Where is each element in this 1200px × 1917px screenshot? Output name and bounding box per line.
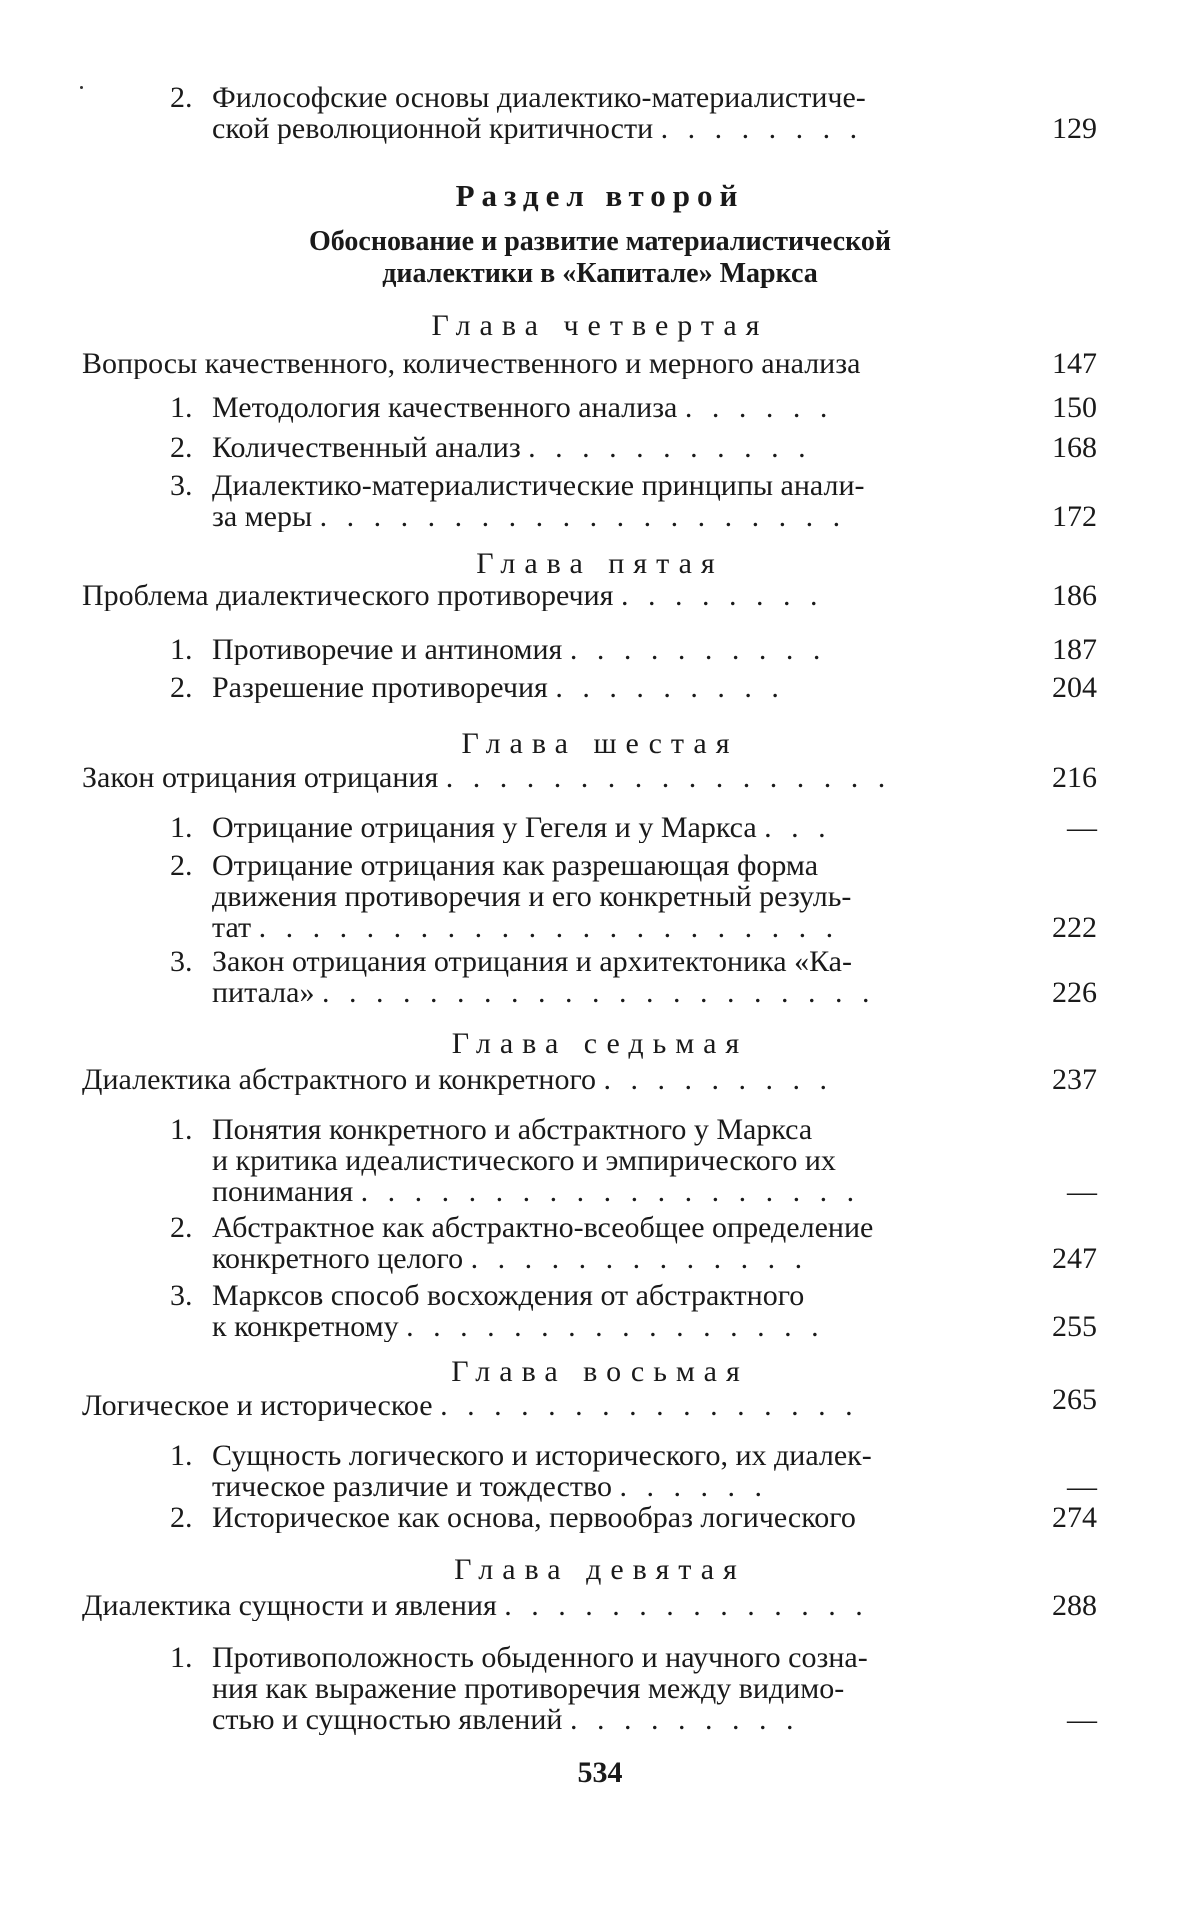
- entry-text: Разрешение противоречия: [212, 672, 548, 703]
- section-title-line: диалектики в «Капитале» Маркса: [382, 258, 818, 289]
- page-ref: 226: [1052, 976, 1097, 1009]
- chapter-title: Закон отрицания отрицания: [82, 762, 439, 793]
- page-ref: 216: [1052, 761, 1097, 794]
- leader-dots: . . . . . . . . . . . . . . . .: [440, 1390, 859, 1421]
- leader-dots: . . . . . . . . . . . . . .: [504, 1590, 869, 1621]
- chapter-title: Диалектика абстрактного и конкретного: [82, 1064, 597, 1095]
- entry-number: 3.: [170, 945, 193, 978]
- entry-number: 2.: [170, 671, 193, 704]
- leader-dots: . . . . . . . . . . . . . . . . .: [445, 762, 892, 793]
- chapter-title: Диалектика сущности и явления: [82, 1590, 497, 1621]
- page-ref: 172: [1052, 500, 1097, 533]
- page-ref: —: [1067, 1175, 1097, 1208]
- chapter-entry: [82, 580, 1097, 611]
- entry-number: 1.: [170, 1113, 193, 1146]
- entry-text-line: ния как выражение противоречия между видимо-: [212, 1672, 845, 1705]
- toc-entry: [170, 946, 1097, 1008]
- entry-text-line: Философские основы диалектико-материалистиче-: [212, 81, 866, 114]
- entry-number: 1.: [170, 1641, 193, 1674]
- entry-number: 2.: [170, 1501, 193, 1534]
- leader-dots: . . . . . . . . . . . . . . . . . . . . . .: [258, 912, 840, 943]
- page-ref: 274: [1052, 1501, 1097, 1534]
- page-ref: 265: [1052, 1383, 1097, 1416]
- page-ref: 187: [1052, 633, 1097, 666]
- leader-dots: . . . . . .: [684, 392, 834, 423]
- chapter-entry: [82, 762, 1097, 793]
- page-ref: 147: [1052, 347, 1097, 380]
- entry-text: конкретного целого: [212, 1243, 464, 1274]
- entry-number: 3.: [170, 1279, 193, 1312]
- page-ref: 204: [1052, 671, 1097, 704]
- entry-text-line: Понятия конкретного и абстрактного у Маркса: [212, 1113, 813, 1146]
- leader-dots: . . . . . . . . . . . . . . . .: [406, 1311, 825, 1342]
- entry-number: 1.: [170, 1439, 193, 1472]
- entry-text: Историческое как основа, первообраз логического: [212, 1502, 856, 1533]
- leader-dots: . . . . . . . . . . . . . . . . . . .: [360, 1176, 861, 1207]
- entry-number: 1.: [170, 391, 193, 424]
- chapter-entry: [82, 1590, 1097, 1621]
- section-label: Раздел второй: [455, 178, 745, 213]
- page-ref: 255: [1052, 1310, 1097, 1343]
- toc-entry: [170, 672, 1097, 703]
- page-ref: 222: [1052, 911, 1097, 944]
- entry-number: 2.: [170, 431, 193, 464]
- entry-text: Отрицание отрицания у Гегеля и у Маркса: [212, 812, 757, 843]
- chapter-title: Проблема диалектического противоречия: [82, 580, 614, 611]
- entry-text: тическое различие и тождество: [212, 1471, 612, 1502]
- page-ref: 247: [1052, 1242, 1097, 1275]
- toc-entry: [170, 470, 1097, 532]
- chapter-heading: Глава восьмая: [451, 1355, 749, 1388]
- entry-number: 2.: [170, 1211, 193, 1244]
- ink-speck: [80, 86, 83, 89]
- entry-number: 2.: [170, 849, 193, 882]
- section-title-line: Обоснование и развитие материалистической: [309, 226, 891, 257]
- entry-number: 1.: [170, 633, 193, 666]
- toc-entry: [170, 392, 1097, 423]
- page-ref: 150: [1052, 391, 1097, 424]
- toc-entry: [170, 812, 1097, 843]
- leader-dots: . . . . . . . .: [660, 113, 864, 144]
- entry-text-line: Диалектико-материалистические принципы анали-: [212, 469, 865, 502]
- entry-text-line: движения противоречия и его конкретный резуль-: [212, 880, 852, 913]
- leader-dots: . . . . . . . .: [620, 580, 824, 611]
- entry-text-line: Марксов способ восхождения от абстрактного: [212, 1279, 805, 1312]
- chapter-heading: Глава седьмая: [451, 1027, 749, 1060]
- entry-text: за меры: [212, 501, 313, 532]
- entry-text-line: Противоположность обыденного и научного созна-: [212, 1641, 868, 1674]
- leader-dots: . . . . . . . . . . .: [528, 432, 812, 463]
- page-ref: —: [1067, 1470, 1097, 1503]
- toc-entry: [170, 82, 1097, 144]
- entry-text: ской революционной критичности: [212, 113, 654, 144]
- leader-dots: . . . . . . . . .: [555, 672, 785, 703]
- leader-dots: . . . . . . . . . . . . .: [470, 1243, 809, 1274]
- leader-dots: . . . . . . . . .: [569, 1704, 800, 1735]
- leader-dots: . . .: [764, 812, 832, 843]
- page-number: 534: [577, 1756, 623, 1789]
- chapter-entry: [82, 1383, 1097, 1421]
- entry-text-line: Отрицание отрицания как разрешающая форма: [212, 849, 819, 882]
- page-ref: 288: [1052, 1589, 1097, 1622]
- entry-text: к конкретному: [212, 1311, 399, 1342]
- chapter-entry: [82, 1064, 1097, 1095]
- leader-dots: . . . . . .: [619, 1471, 768, 1502]
- page-ref: 168: [1052, 431, 1097, 464]
- entry-text: Количественный анализ: [212, 432, 521, 463]
- toc-entry: [170, 1502, 1097, 1533]
- entry-number: 1.: [170, 811, 193, 844]
- entry-text-line: Закон отрицания отрицания и архитектоника «Ка-: [212, 945, 852, 978]
- toc-entry: [170, 634, 1097, 665]
- entry-text-line: Сущность логического и исторического, их диалек-: [212, 1439, 872, 1472]
- leader-dots: . . . . . . . . . . . . . . . . . . . .: [319, 501, 847, 532]
- chapter-heading: Глава четвертая: [431, 309, 769, 342]
- entry-number: 2.: [170, 81, 193, 114]
- toc-entry: [170, 1280, 1097, 1342]
- leader-dots: . . . . . . . . .: [603, 1064, 834, 1095]
- page-ref: —: [1067, 1703, 1097, 1736]
- toc-entry: [170, 1642, 1097, 1735]
- chapter-heading: Глава девятая: [454, 1553, 746, 1586]
- leader-dots: . . . . . . . . . .: [569, 634, 827, 665]
- chapter-heading: Глава шестая: [461, 727, 739, 760]
- chapter-title: Логическое и историческое: [82, 1390, 433, 1421]
- chapter-title: Вопросы качественного, количественного и мерного анализа: [82, 348, 861, 379]
- entry-text-line: Абстрактное как абстрактно-всеобщее определение: [212, 1211, 874, 1244]
- chapter-heading: Глава пятая: [476, 547, 724, 580]
- chapter-entry: [82, 348, 1097, 379]
- toc-entry: [170, 1440, 1097, 1502]
- page-ref: 237: [1052, 1063, 1097, 1096]
- page-ref: 129: [1052, 112, 1097, 145]
- page-ref: 186: [1052, 579, 1097, 612]
- leader-dots: . . . . . . . . . . . . . . . . . . . . .: [321, 977, 876, 1008]
- entry-text: Противоречие и антиномия: [212, 634, 563, 665]
- entry-text: тат: [212, 912, 252, 943]
- entry-number: 3.: [170, 469, 193, 502]
- entry-text: Методология качественного анализа: [212, 392, 678, 423]
- toc-entry: [170, 1114, 1097, 1207]
- entry-text-line: и критика идеалистического и эмпирического их: [212, 1144, 836, 1177]
- entry-text: стью и сущностью явлений: [212, 1704, 563, 1735]
- toc-entry: [170, 850, 1097, 943]
- entry-text: понимания: [212, 1176, 354, 1207]
- entry-text: питала»: [212, 977, 315, 1008]
- toc-entry: [170, 1212, 1097, 1274]
- page-ref: —: [1067, 811, 1097, 844]
- toc-entry: [170, 432, 1097, 463]
